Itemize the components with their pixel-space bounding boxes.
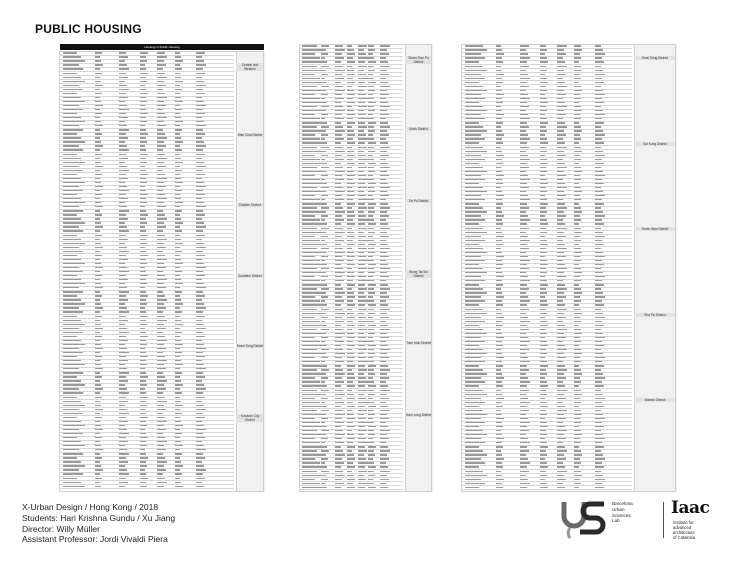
logo-divider xyxy=(663,502,664,538)
page-title: PUBLIC HOUSING xyxy=(35,22,142,36)
district-label: Tsuen Wan District xyxy=(634,227,676,231)
uscl-line: Lab xyxy=(612,518,620,524)
uscl-logo-text xyxy=(612,501,633,524)
logos xyxy=(560,498,710,542)
footer-line-students: Students: Hari Krishna Gundu / Xu Jiang xyxy=(22,512,176,523)
iaac-line: architecture xyxy=(673,530,695,535)
uscl-logo-icon xyxy=(560,498,610,540)
table-frame xyxy=(299,44,432,492)
district-label: Yuen Long District xyxy=(405,412,432,417)
iaac-line: Institute for xyxy=(673,520,694,525)
table-frame xyxy=(461,44,676,492)
iaac-line: of Catalonia xyxy=(673,535,696,540)
district-label: Wan Chai District xyxy=(237,133,263,138)
district-label: Sham Shui Po District xyxy=(405,56,432,64)
district-label: Tuen Mun District xyxy=(406,341,431,346)
district-label: Islands District xyxy=(634,398,676,402)
district-label: Wong Tai Sin District xyxy=(405,270,432,278)
iaac-logo: Iaac xyxy=(671,498,710,518)
table-frame xyxy=(59,51,264,492)
uscl-line: Sciences xyxy=(612,512,631,518)
district-label: Eastern District xyxy=(236,203,264,207)
district-label: Sai Kung District xyxy=(634,142,676,146)
district-label: Kwai Tsing District xyxy=(634,56,676,60)
iaac-line: advanced xyxy=(673,525,692,530)
footer-credits xyxy=(22,502,175,545)
uscl-line: Barcelona xyxy=(612,501,633,506)
table-header-label: Housing of Public Housing xyxy=(144,45,180,49)
district-label: Southern District xyxy=(236,274,264,278)
district-label: North District xyxy=(405,127,432,131)
district-label: Tai Po District xyxy=(405,199,432,203)
district-label: Central and Western xyxy=(236,63,264,71)
uscl-line: Urban xyxy=(612,506,625,512)
district-label: Kowloon City District xyxy=(236,414,264,422)
footer-line-professor: Assistant Professor: Jordi Vivaldi Piera xyxy=(22,534,168,545)
iaac-logo-text xyxy=(673,520,695,540)
district-label: Sha Tin District xyxy=(634,313,676,317)
footer-line-director: Director: Willy Müller xyxy=(22,523,100,534)
footer-line-project: X-Urban Design / Hong Kong / 2018 xyxy=(22,502,159,512)
district-label: Kwun Tong District xyxy=(236,343,264,348)
